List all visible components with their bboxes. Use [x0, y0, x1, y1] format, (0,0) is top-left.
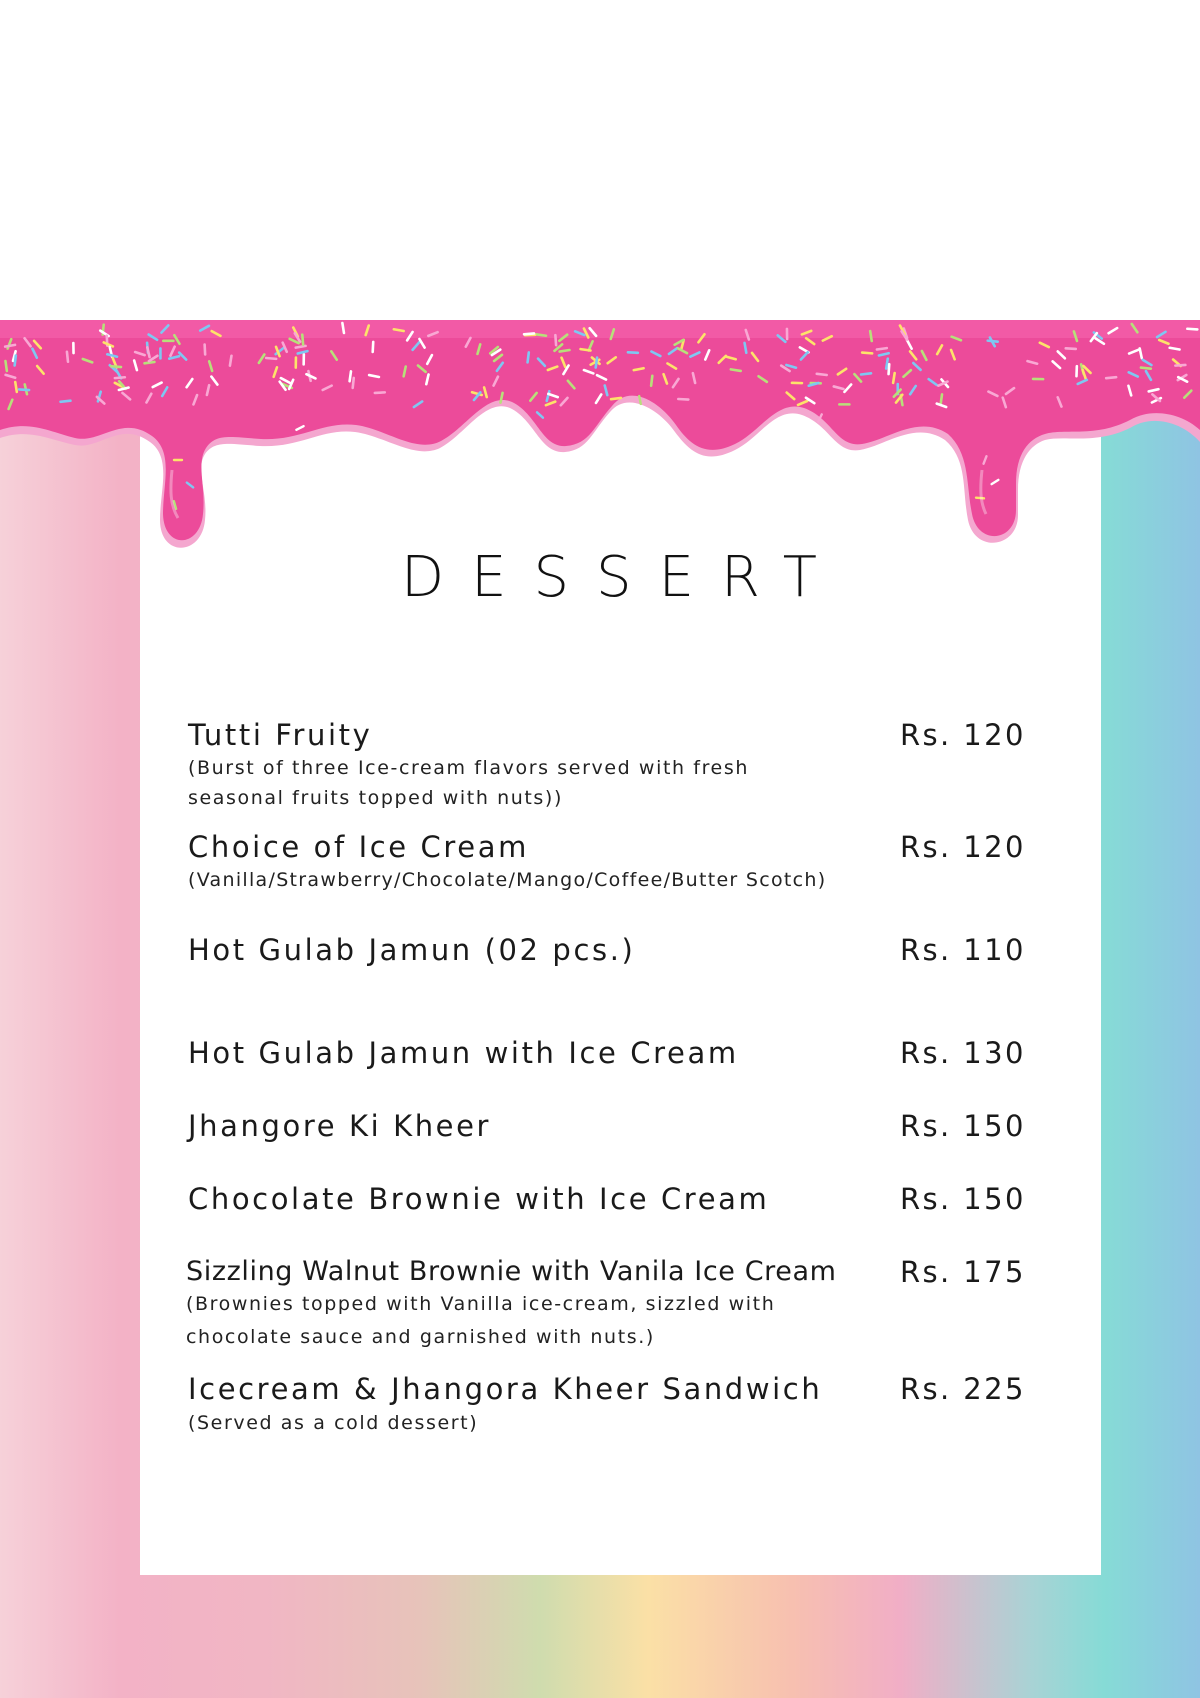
sprinkle — [536, 334, 546, 335]
sprinkle — [205, 345, 206, 355]
sprinkle — [862, 353, 872, 354]
sprinkle — [870, 331, 872, 341]
sprinkle — [1175, 365, 1185, 366]
item-description-line: (Burst of three Ice-cream flavors served with fresh — [188, 757, 749, 779]
sprinkle — [115, 377, 125, 378]
item-name: Jhangore Ki Kheer — [188, 1109, 492, 1143]
sprinkle — [611, 398, 621, 399]
item-name: Choice of Ice Cream — [188, 830, 529, 864]
item-price: Rs. 110 — [900, 933, 1026, 967]
sprinkle — [651, 376, 652, 386]
item-description-line: chocolate sauce and garnished with nuts.) — [186, 1326, 655, 1348]
item-price: Rs. 225 — [900, 1372, 1026, 1406]
sprinkle — [394, 329, 404, 331]
item-price: Rs. 175 — [900, 1255, 1026, 1289]
sprinkle — [889, 364, 890, 374]
item-price: Rs. 120 — [900, 830, 1026, 864]
sprinkle — [266, 358, 276, 359]
icing-top-strip — [0, 320, 1200, 338]
sprinkle — [67, 352, 68, 362]
icing-gloss — [171, 470, 986, 518]
sprinkle — [678, 399, 688, 400]
sprinkle — [886, 359, 888, 369]
item-name: Chocolate Brownie with Ice Cream — [188, 1182, 770, 1216]
sprinkle — [628, 352, 638, 353]
sprinkle — [111, 366, 121, 367]
sprinkle — [230, 356, 232, 366]
sprinkle — [375, 392, 385, 393]
sprinkle — [1106, 377, 1116, 378]
sprinkle — [1170, 348, 1180, 350]
sprinkle — [353, 378, 354, 388]
item-name: Hot Gulab Jamun with Ice Cream — [188, 1036, 739, 1070]
item-price: Rs. 130 — [900, 1036, 1026, 1070]
sprinkle — [373, 342, 374, 352]
sprinkle — [745, 343, 747, 353]
item-price: Rs. 150 — [900, 1109, 1026, 1143]
sprinkle — [555, 335, 556, 345]
item-description-line: (Brownies topped with Vanilla ice-cream, sizzled with — [186, 1293, 776, 1315]
sprinkle — [817, 374, 827, 375]
sprinkle — [302, 335, 303, 345]
sprinkle — [560, 350, 570, 352]
item-name: Hot Gulab Jamun (02 pcs.) — [188, 933, 636, 967]
sprinkle — [639, 396, 641, 404]
sprinkle — [15, 382, 17, 392]
sprinkle — [1141, 368, 1151, 369]
item-price: Rs. 150 — [900, 1182, 1026, 1216]
item-name: Sizzling Walnut Brownie with Vanila Ice Cream — [186, 1256, 837, 1287]
item-name: Tutti Fruity — [188, 718, 373, 752]
sprinkle — [1187, 329, 1197, 330]
sprinkle — [15, 356, 16, 366]
item-description-line: (Served as a cold dessert) — [188, 1412, 479, 1434]
sprinkle — [1066, 348, 1076, 349]
sprinkle — [524, 333, 534, 334]
sprinkle — [342, 323, 344, 333]
sprinkle — [941, 394, 942, 404]
sprinkle — [19, 389, 29, 390]
sprinkle — [5, 345, 15, 347]
sprinkle — [5, 361, 6, 371]
dripping-icing-decoration — [0, 320, 1200, 555]
item-description-line: seasonal fruits topped with nuts)) — [188, 787, 563, 809]
sprinkle — [731, 369, 741, 371]
item-name: Icecream & Jhangora Kheer Sandwich — [188, 1372, 823, 1406]
sprinkle — [296, 346, 306, 348]
sprinkle — [350, 371, 351, 381]
sprinkle — [877, 348, 887, 349]
page-title: DESSERT — [400, 545, 845, 610]
item-price: Rs. 120 — [900, 718, 1026, 752]
item-description-line: (Vanilla/Strawberry/Chocolate/Mango/Coffee/Butter Scotch) — [188, 869, 827, 891]
sprinkle — [596, 358, 597, 368]
sprinkle — [893, 373, 895, 383]
sprinkle — [581, 349, 591, 350]
sprinkle — [861, 373, 871, 374]
sprinkle — [61, 401, 71, 402]
sprinkle — [528, 352, 529, 362]
